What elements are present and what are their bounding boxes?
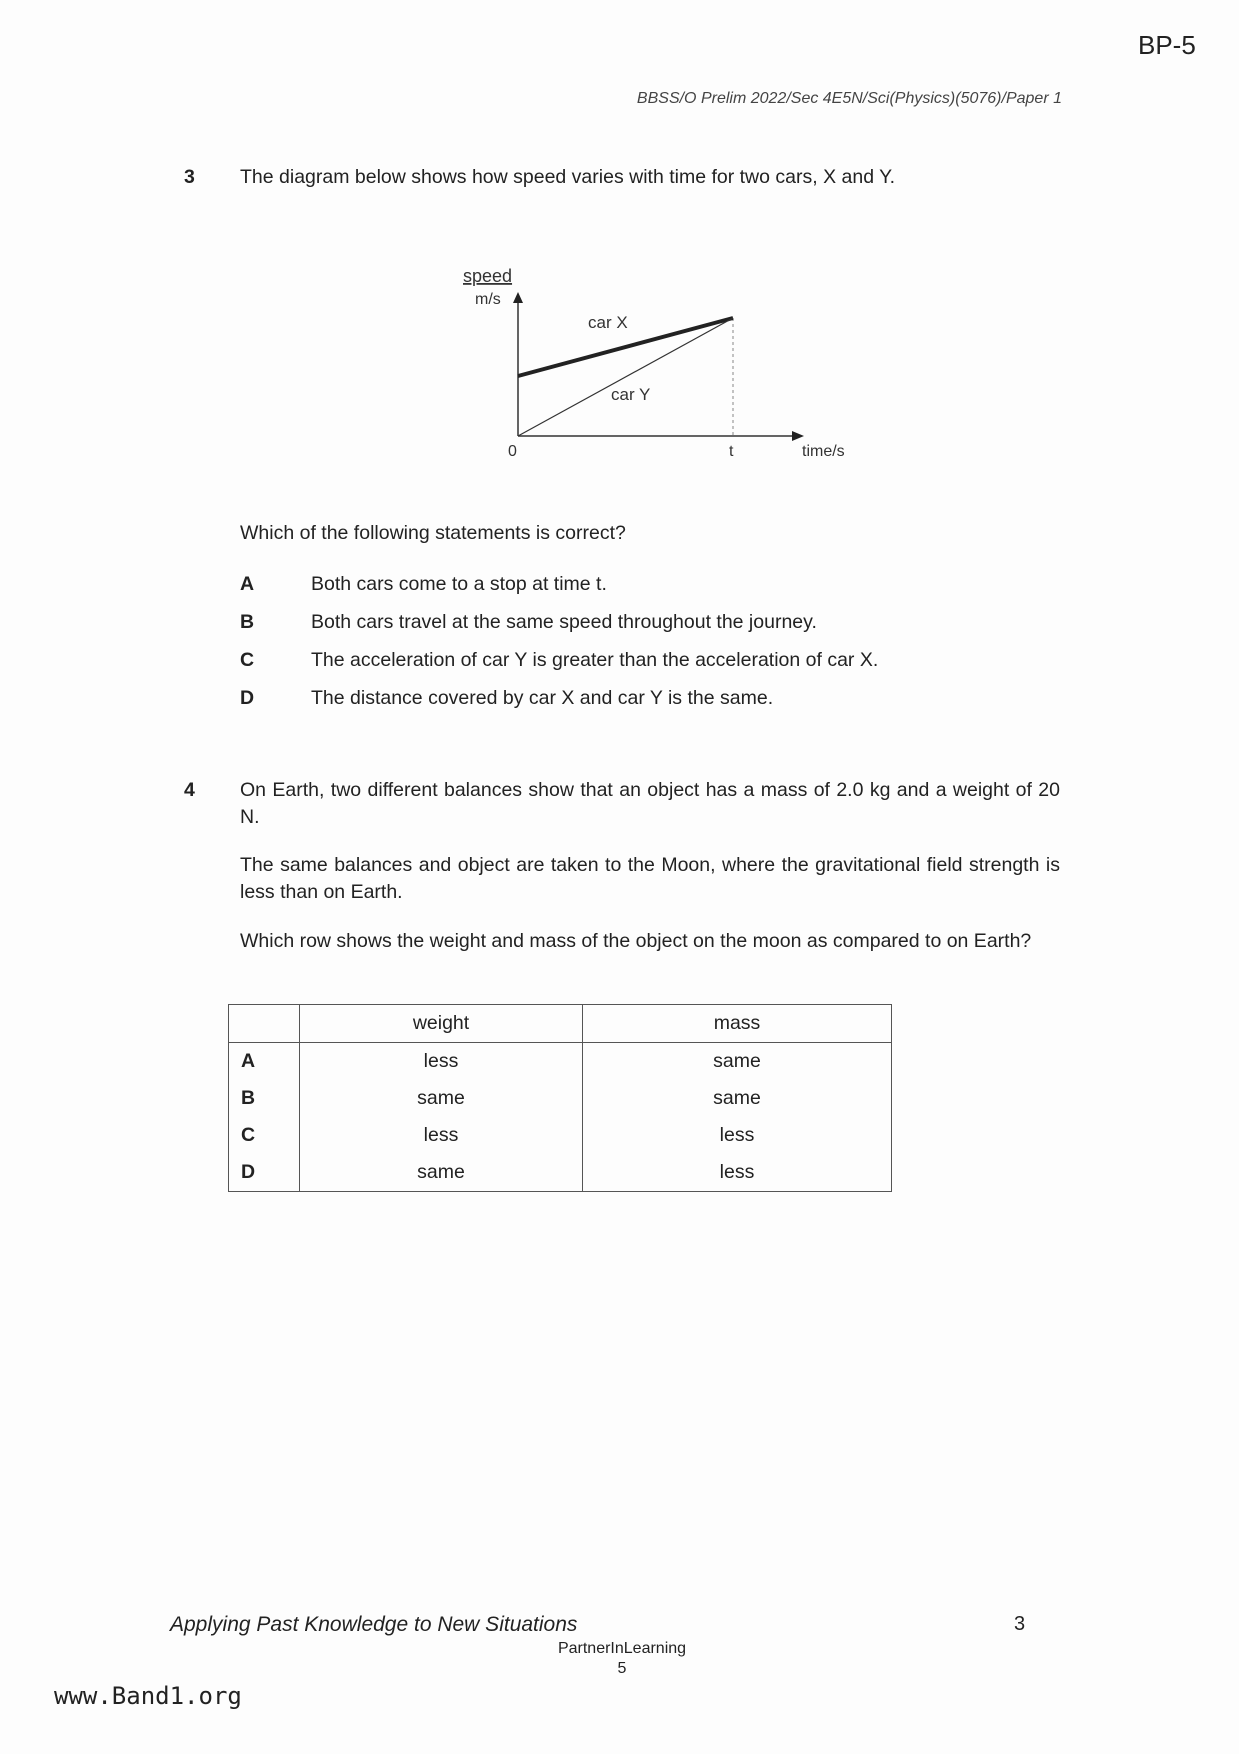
car-y-label: car Y — [611, 385, 651, 404]
table-row — [229, 1154, 892, 1192]
option-text: The acceleration of car Y is greater than the acceleration of car X. — [311, 649, 879, 671]
question-3-prompt: Which of the following statements is correct? — [240, 522, 626, 544]
option-letter: C — [240, 649, 255, 671]
weight-cell: less — [300, 1117, 583, 1154]
table-header — [229, 1005, 300, 1043]
x-axis-arrow — [792, 431, 804, 441]
table-header-row — [229, 1005, 892, 1043]
y-axis-label: speed — [463, 266, 513, 286]
weight-cell: less — [300, 1043, 583, 1081]
table-header: mass — [583, 1005, 892, 1043]
option-text: Both cars travel at the same speed throughout the journey. — [311, 611, 817, 633]
option-text: The distance covered by car X and car Y is the same. — [311, 687, 774, 709]
partner-page: 5 — [617, 1660, 627, 1677]
row-letter: C — [229, 1117, 300, 1154]
question-3-number: 3 — [184, 166, 195, 188]
table-row — [229, 1080, 892, 1117]
speed-time-diagram — [440, 250, 880, 470]
weight-cell: same — [300, 1154, 583, 1192]
y-axis-unit: m/s — [475, 291, 501, 308]
footer-page-number: 3 — [1014, 1613, 1026, 1635]
option-letter: B — [240, 611, 255, 633]
answer-table — [228, 1004, 892, 1192]
partner-label: PartnerInLearning — [557, 1640, 687, 1657]
row-letter: A — [229, 1043, 300, 1081]
table-header: weight — [300, 1005, 583, 1043]
table-row — [229, 1043, 892, 1081]
footer-tagline: Applying Past Knowledge to New Situations — [170, 1613, 578, 1636]
question-4-para-3: Which row shows the weight and mass of the object on the moon as compared to on Earth? — [240, 930, 1032, 952]
mass-cell: same — [583, 1080, 892, 1117]
weight-cell: same — [300, 1080, 583, 1117]
question-4-para-2: The same balances and object are taken to the Moon, where the gravitational field strength is less than on Earth. — [240, 854, 1060, 903]
x-axis-label: time/s — [802, 443, 845, 460]
option-text: Both cars come to a stop at time t. — [311, 573, 607, 595]
car-x-label: car X — [588, 313, 628, 332]
mass-cell: less — [583, 1154, 892, 1192]
option-letter: D — [240, 687, 255, 709]
mass-cell: less — [583, 1117, 892, 1154]
page-code: BP-5 — [1138, 30, 1196, 60]
row-letter: D — [229, 1154, 300, 1192]
table-row — [229, 1117, 892, 1154]
mass-cell: same — [583, 1043, 892, 1081]
question-4-para-1: On Earth, two different balances show that an object has a mass of 2.0 kg and a weight of 20 N. — [240, 779, 1060, 828]
origin-label: 0 — [508, 443, 517, 460]
option-letter: A — [240, 573, 255, 595]
question-4-number: 4 — [184, 779, 195, 801]
question-3-stem: The diagram below shows how speed varies with time for two cars, X and Y. — [240, 166, 896, 188]
y-axis-arrow — [513, 292, 523, 303]
paper-reference: BBSS/O Prelim 2022/Sec 4E5N/Sci(Physics)(5076)/Paper 1 — [636, 90, 1062, 107]
car-y-line — [518, 318, 733, 436]
website-watermark: www.Band1.org — [54, 1682, 242, 1710]
t-label: t — [729, 443, 734, 460]
row-letter: B — [229, 1080, 300, 1117]
